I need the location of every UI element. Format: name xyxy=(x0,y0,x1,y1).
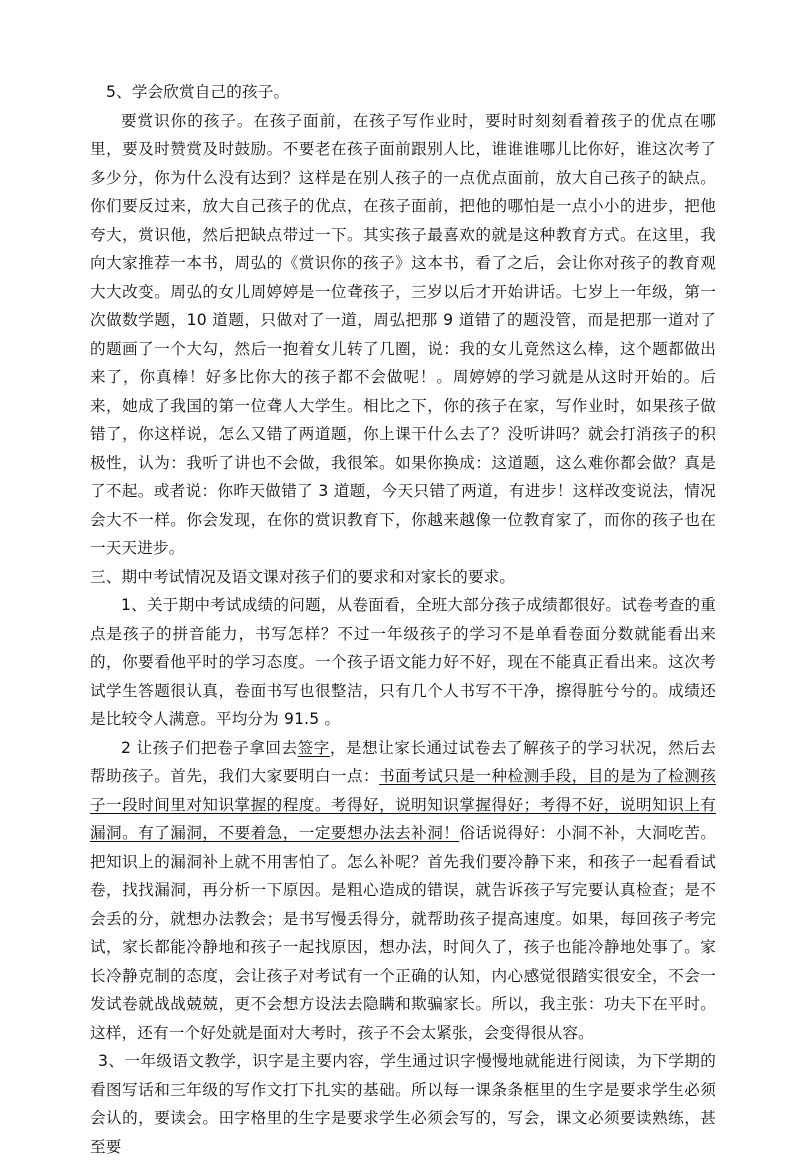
paragraph-appreciation: 要赏识你的孩子。在孩子面前，在孩子写作业时，要时时刻刻看着孩子的优点在哪里，要及时赞赏及时鼓励。不要老在孩子面前跟别人比，谁谁谁哪儿比你好，谁这次考了多少分，你为什么没有达到？这样是在别人孩子的一点优点面前，放大自己孩子的缺点。你们要反过来，放大自己孩子的优点，在孩子面前，把他的哪怕是一点小小的进步，把他夸大，赏识他，然后把缺点带过一下。其实孩子最喜欢的就是这种教育方式。在这里，我向大家推荐一本书，周弘的《赏识你的孩子》这本书，看了之后，会让你对孩子的教育观大大改变。周弘的女儿周婷婷是一位聋孩子，三岁以后才开始讲话。七岁上一年级，第一次做数学题，10 道题，只做对了一道，周弘把那 9 道错了的题没管，而是把那一道对了的题画了一个大勾，然后一抱着女儿转了几圈，说：我的女儿竟然这么棒，这个题都做出来了，你真棒！好多比你大的孩子都不会做呢！。周婷婷的学习就是从这时开始的。后来，她成了我国的第一位聋人大学生。相比之下，你的孩子在家，写作业时，如果孩子做错了，你这样说，怎么又错了两道题，你上课干什么去了？没听讲吗？就会打消孩子的积极性，认为：我听了讲也不会做，我很笨。如果你换成：这道题，这么难你都会做？真是了不起。或者说：你昨天做错了 3 道题，今天只错了两道，有进步！这样改变说法，情况会大不一样。你会发现，在你的赏识教育下，你越来越像一位教育家了，而你的孩子也在一天天进步。 xyxy=(90,111,716,557)
underlined-text: 签字 xyxy=(297,738,330,757)
paragraph-midterm-results: 1、关于期中考试成绩的问题，从卷面看，全班大部分孩子成绩都很好。试卷考查的重点是孩子的拼音能力，书写怎样？不过一年级孩子的学习不是单看卷面分数就能看出来的，你要看他平时的学习态度。一个孩子语文能力好不好，现在不能真正看出来。这次考试学生答题很认真，卷面书写也很整洁，只有几个人书写不干净，擦得脏兮兮的。成绩还是比较令人满意。平均分为 91.5 。 xyxy=(90,596,716,728)
underlined-text: 书面考试只是一种检测手段，目的是为了检测孩子一段时间里对知识掌握的程度。考得好，说明知识掌握得好；考得不好，说明知识上有漏洞。有了漏洞，不要着急，一定要想办法去补洞！ xyxy=(90,767,717,842)
section-3-heading: 三、期中考试情况及语文课对孩子们的要求和对家长的要求。 xyxy=(90,567,516,586)
paragraph-literacy-teaching: 3、一年级语文教学，识字是主要内容，学生通过识字慢慢地就能进行阅读，为下学期的看图写话和三年级的写作文打下扎实的基础。所以每一课条条框里的生字是要求学生必须会认的，要读会。田字格里的生字是要求学生必须会写的，写会，课文必须要读熟练，甚至要 xyxy=(90,1052,716,1156)
text-run: 2 让孩子们把卷子拿回去 xyxy=(121,738,298,757)
document-body xyxy=(90,78,716,1161)
section-5-heading: 5、学会欣赏自己的孩子。 xyxy=(106,83,290,101)
text-run: 俗话说得好：小洞不补，大洞吃苦。把知识上的漏洞补上就不用害怕了。怎么补呢？首先我们要冷静下来，和孩子一起看看试卷，找找漏洞，再分析一下原因。是粗心造成的错误，就告诉孩子写完要认真检查；是不会丢的分，就想办法教会；是书写慢丢得分，就帮助孩子提高速度。如果，每回孩子考完试，家长都能冷静地和孩子一起找原因，想办法，时间久了，孩子也能冷静地处事了。家长冷静克制的态度，会让孩子对考试有一个正确的认知，内心感觉很踏实很安全，不会一发试卷就战战兢兢，更不会想方设法去隐瞒和欺骗家长。所以，我主张：功夫下在平时。这样，还有一个好处就是面对大考时，孩子不会太紧张，会变得很从容。 xyxy=(90,824,717,1042)
text-run: ，是想让家长通过试卷去了解孩子的学习状况，然后去帮助孩子。首先，我们大家要明白一点： xyxy=(90,738,716,785)
paragraph-signing-papers xyxy=(90,734,716,1048)
